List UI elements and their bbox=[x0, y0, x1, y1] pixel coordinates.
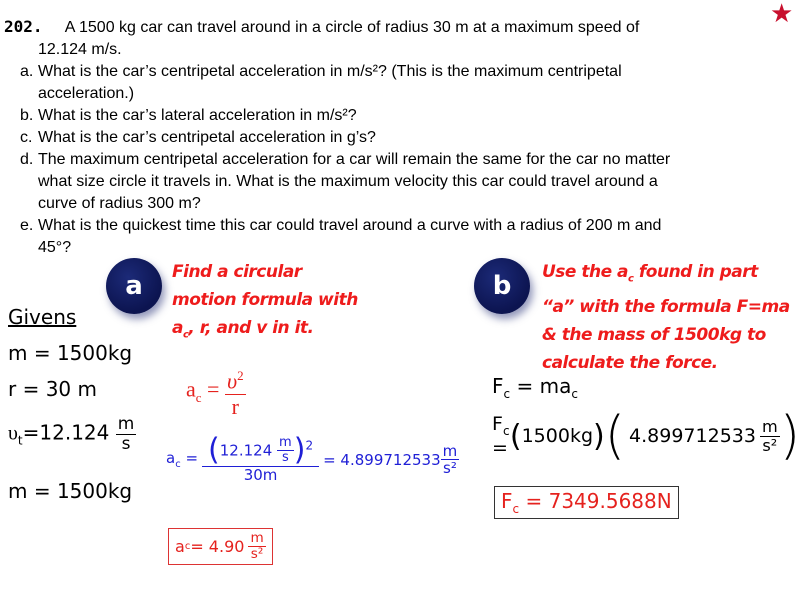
star-icon: ★ bbox=[770, 0, 794, 28]
question-c: c. What is the car’s centripetal acceleration in g’s? bbox=[20, 129, 376, 146]
answer-a-box: a c = 4.90 $\frac{m}{\text{s²}}$ bbox=[168, 528, 273, 565]
givens-title: Givens bbox=[8, 305, 77, 329]
force-formula: $F_c = ma_c$ bbox=[492, 374, 578, 401]
problem-number: 202. bbox=[4, 17, 43, 36]
step-a-badge: a bbox=[106, 258, 162, 314]
given-radius: r = 30 m bbox=[8, 377, 97, 401]
problem-stem: 202. A 1500 kg car can travel around in a circle of radius 30 m at a maximum speed of bbox=[4, 17, 640, 36]
given-mass-2: m = 1500kg bbox=[8, 479, 133, 503]
question-b: b. What is the car’s lateral acceleration in m/s²? bbox=[20, 107, 357, 124]
given-mass: m = 1500kg bbox=[8, 341, 133, 365]
step-b-badge: b bbox=[474, 258, 530, 314]
step-a-hint: Find a circular motion formula with $a_c$, r, and v in it. bbox=[172, 262, 358, 341]
formula-centripetal: $a_c$ = $\frac{\upsilon^2}{r}$ bbox=[186, 364, 246, 419]
force-calc: $F_c$ = ( 1500kg ) ( 4.899712533 $\frac{m}{\text{s²}}$ ) bbox=[492, 406, 800, 466]
problem-statement: 202. A 1500 kg car can travel around in a circle of radius 30 m at a maximum speed of 12.124 m/s. a. What is the car’s centripetal acceleration in m/s²? (This is the maximum centripetal acceleration.) b. What is the car’s lateral acceleration in m/s²? c. What is the car’s centripetal acceleration in g’s? d. The maximum centripetal acceleration for a car will remain the same for the car no matter what size circle it travels in. What is the maximum velocity this car could travel around a curve of radius 300 m? e. What is the quickest time this car could travel around a curve with a radius of 200 m and 45°? bbox=[4, 16, 762, 259]
answer-b-box: $F_c = 7349.5688N$ bbox=[494, 486, 679, 519]
step-b-hint: Use the $a_c$ found in part “a” with the formula F=ma & the mass of 1500kg to calculate the force. bbox=[542, 262, 790, 374]
calc-centripetal: $a_c$ = (12.124 $\frac{m}{s}$ )$^2$ 30m = 4.899712533 $\frac{m}{\text{s²}}$ bbox=[166, 432, 458, 484]
given-velocity: $\upsilon_t=12.124$ $\frac{m}{s}$ bbox=[8, 414, 135, 454]
question-d: d. The maximum centripetal acceleration for a car will remain the same for the car no matter bbox=[20, 151, 671, 168]
question-a: a. What is the car’s centripetal acceleration in m/s²? (This is the maximum centripetal bbox=[20, 63, 622, 80]
question-e: e. What is the quickest time this car could travel around a curve with a radius of 200 m and bbox=[20, 217, 662, 234]
